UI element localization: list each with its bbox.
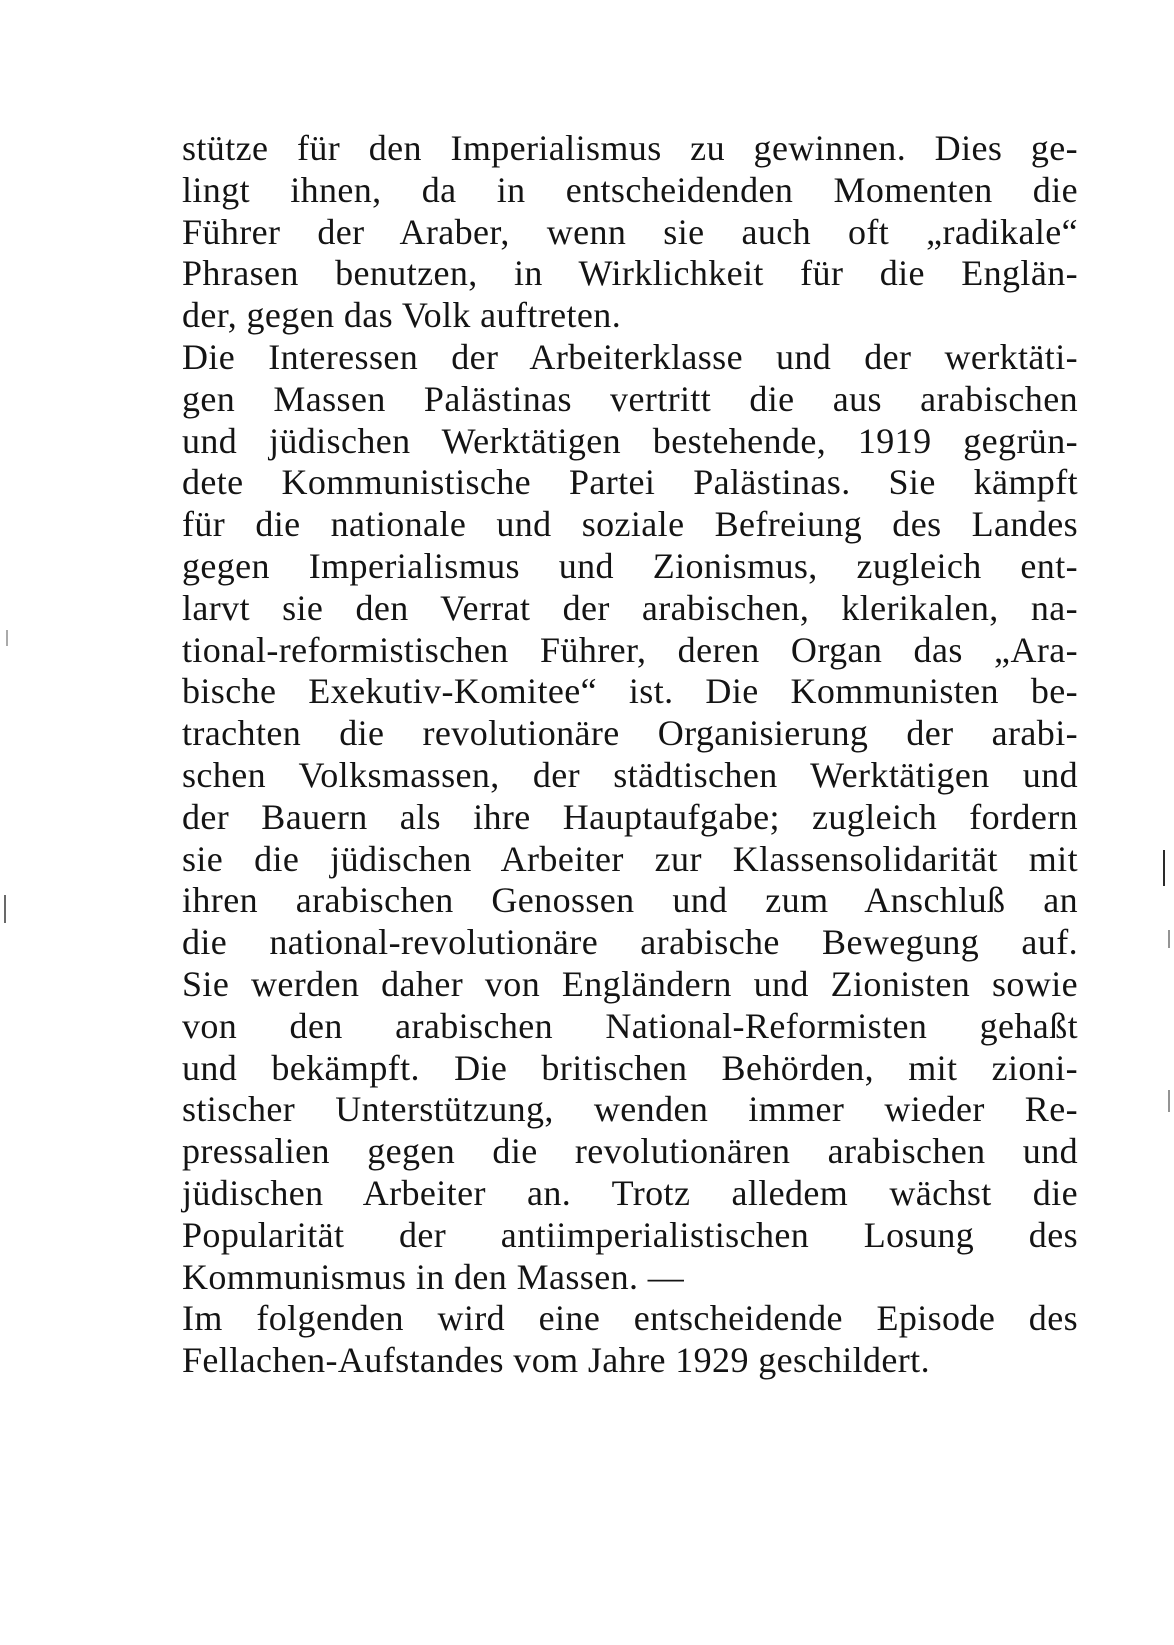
text-line: und bekämpft. Die britischen Behörden, mit zioni- [182, 1047, 1078, 1088]
text-line: ihren arabischen Genossen und zum Anschluß an [182, 880, 1078, 921]
scan-edge-mark [1168, 1090, 1170, 1112]
text-line: Im folgenden wird eine entscheidende Episode des [182, 1298, 1078, 1339]
scan-edge-mark [4, 895, 6, 923]
text-line: stütze für den Imperialismus zu gewinnen. Dies ge- [182, 128, 1078, 168]
paragraph [182, 337, 1078, 1298]
text-line: für die nationale und soziale Befreiung des Landes [182, 504, 1078, 545]
text-line: larvt sie den Verrat der arabischen, klerikalen, na- [182, 587, 1078, 628]
text-line: tional-reformistischen Führer, deren Organ das „Ara- [182, 629, 1078, 670]
paragraph [182, 1298, 1078, 1382]
text-line: die national-revolutionäre arabische Bewegung auf. [182, 922, 1078, 963]
text-line: Fellachen-Aufstandes vom Jahre 1929 geschildert. [182, 1340, 930, 1381]
text-line: jüdischen Arbeiter an. Trotz alledem wächst die [182, 1172, 1078, 1213]
text-line: schen Volksmassen, der städtischen Werktätigen und [182, 754, 1078, 795]
scan-edge-mark [1163, 850, 1165, 886]
text-line: gen Massen Palästinas vertritt die aus arabischen [182, 378, 1078, 419]
paragraph [182, 128, 1078, 337]
scan-edge-mark [6, 630, 8, 646]
text-line: und jüdischen Werktätigen bestehende, 1919 gegrün- [182, 420, 1078, 461]
text-line: der Bauern als ihre Hauptaufgabe; zugleich fordern [182, 796, 1078, 837]
text-line: Kommunismus in den Massen. — [182, 1256, 685, 1297]
text-line: gegen Imperialismus und Zionismus, zugleich ent- [182, 545, 1078, 586]
text-line: sie die jüdischen Arbeiter zur Klassensolidarität mit [182, 838, 1078, 879]
scan-edge-mark [1168, 930, 1170, 948]
body-text [182, 128, 1078, 1382]
text-line: Die Interessen der Arbeiterklasse und der werktäti- [182, 336, 1078, 377]
text-line: Führer der Araber, wenn sie auch oft „radikale“ [182, 211, 1078, 252]
text-line: lingt ihnen, da in entscheidenden Momenten die [182, 169, 1078, 210]
text-line: bische Exekutiv-Komitee“ ist. Die Kommunisten be- [182, 671, 1078, 712]
text-line: Sie werden daher von Engländern und Zionisten sowie [182, 963, 1078, 1004]
text-line: der, gegen das Volk auftreten. [182, 295, 622, 336]
text-line: von den arabischen National-Reformisten gehaßt [182, 1005, 1078, 1046]
text-line: Popularität der antiimperialistischen Losung des [182, 1214, 1078, 1255]
text-line: pressalien gegen die revolutionären arabischen und [182, 1131, 1078, 1172]
text-line: dete Kommunistische Partei Palästinas. Sie kämpft [182, 462, 1078, 503]
text-line: stischer Unterstützung, wenden immer wieder Re- [182, 1089, 1078, 1130]
text-line: Phrasen benutzen, in Wirklichkeit für die Englän- [182, 253, 1078, 294]
text-line: trachten die revolutionäre Organisierung der arabi- [182, 713, 1078, 754]
